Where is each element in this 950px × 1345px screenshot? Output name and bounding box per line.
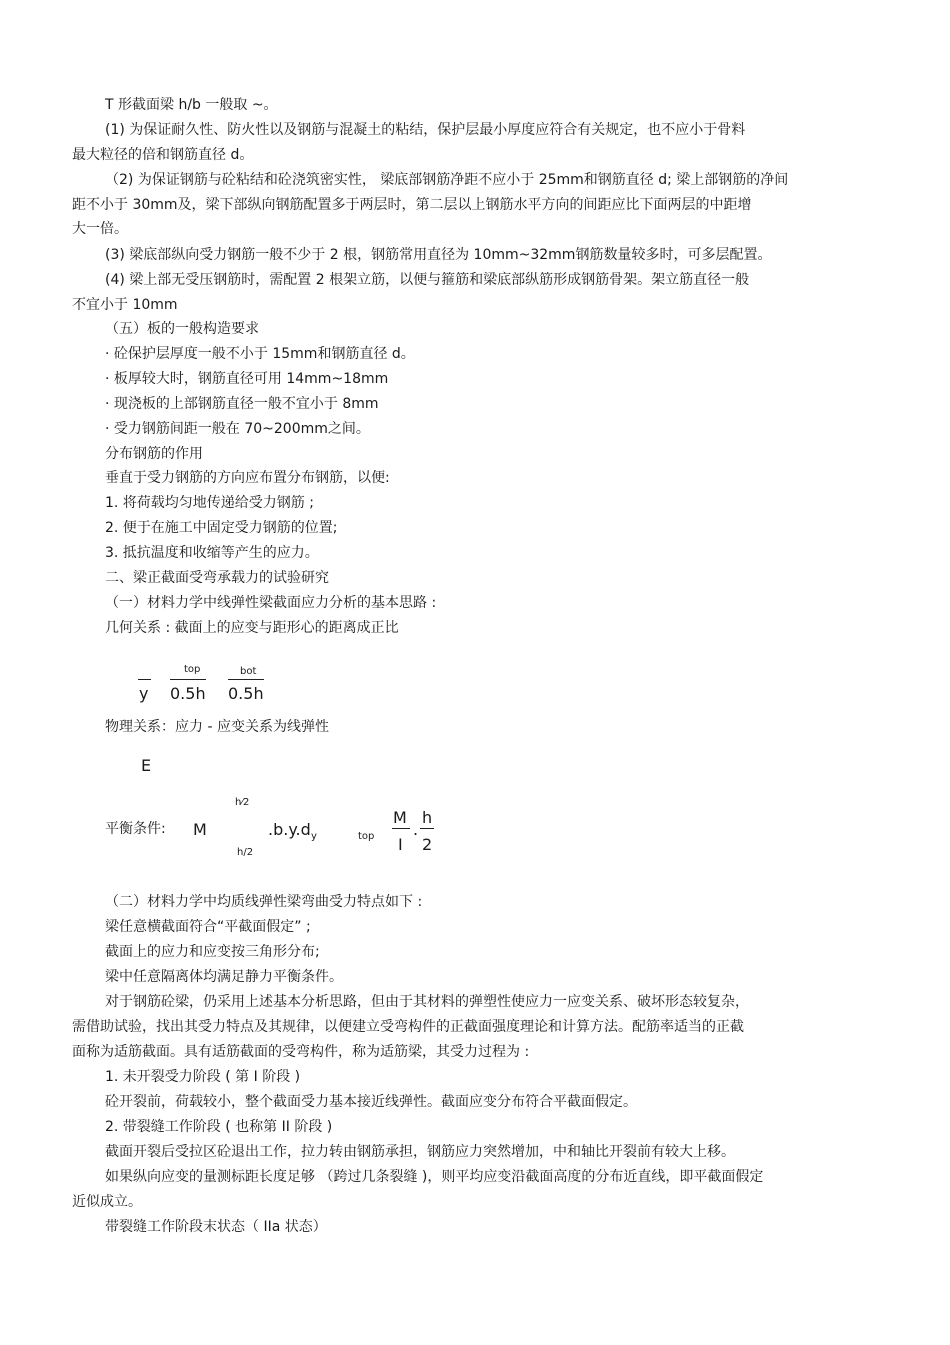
eq-moment: M (193, 820, 207, 839)
eq-lower-limit: h/2 (237, 847, 254, 858)
eq-denominator: 0.5h (228, 684, 264, 703)
bullet-item: · 受力钢筋间距一般在 70~200mm之间。 (105, 421, 370, 437)
eq-frac-num: M (393, 808, 407, 827)
text-line: 砼开裂前，荷载较小，整个截面受力基本接近线弹性。截面应变分布符合平截面假定。 (105, 1094, 637, 1110)
fraction-bar (392, 828, 410, 829)
fraction-bar (420, 828, 434, 829)
text-line: 距不小于 30mm及，梁下部纵向钢筋配置多于两层时，第二层以上钢筋水平方向的间距应比下面两层的中距增 (72, 197, 752, 213)
list-item: 2. 带裂缝工作阶段 ( 也称第 II 阶段 ) (105, 1119, 333, 1135)
list-item: 1. 将荷载均匀地传递给受力钢筋 ; (105, 495, 314, 511)
text-line: 近似成立。 (72, 1194, 142, 1210)
section-heading: （五）板的一般构造要求 (105, 321, 259, 337)
bullet-item: · 砼保护层厚度一般不小于 15mm和钢筋直径 d。 (105, 346, 415, 362)
text-line: 带裂缝工作阶段末状态（ IIa 状态） (105, 1219, 327, 1235)
text-line: 截面上的应力和应变按三角形分布; (105, 944, 320, 960)
fraction-bar (228, 679, 264, 680)
eq-frac-num: h (422, 808, 433, 827)
list-item: 3. 抵抗温度和收缩等产生的应力。 (105, 545, 319, 561)
text-line: T 形截面梁 h/b 一般取 ~。 (105, 97, 278, 113)
eq-y: y (139, 684, 149, 703)
eq-denominator: 0.5h (170, 684, 206, 703)
eq-dot: . (413, 820, 419, 839)
eq-upper-limit: h⁄2 (235, 797, 250, 808)
text-line: 物理关系：应力 - 应变关系为线弹性 (105, 719, 329, 735)
eq-integrand: .b.y.d (268, 820, 311, 839)
text-line: 截面开裂后受拉区砼退出工作，拉力转由钢筋承担，钢筋应力突然增加，中和轴比开裂前有较大上移。 (105, 1144, 735, 1160)
subsection-heading: （一）材料力学中线弹性梁截面应力分析的基本思路 : (105, 595, 437, 611)
fraction-bar (138, 679, 151, 680)
list-item: 1. 未开裂受力阶段 ( 第 I 阶段 ) (105, 1069, 301, 1085)
eq-bot-label: bot (240, 666, 257, 677)
eq-subscript: y (311, 831, 317, 842)
text-line: (4) 梁上部无受压钢筋时，需配置 2 根架立筋，以便与箍筋和梁底部纵筋形成钢筋骨架。架立筋直径一般 (105, 272, 750, 288)
text-line: (3) 梁底部纵向受力钢筋一般不少于 2 根，钢筋常用直径为 10mm~32mm钢筋数量较多时，可多层配置。 (105, 247, 772, 263)
text-line: 不宜小于 10mm (72, 297, 178, 313)
text-line: （2) 为保证钢筋与砼粘结和砼浇筑密实性， 梁底部钢筋净距不应小于 25mm和钢筋直径 d; 梁上部钢筋的净间 (105, 172, 789, 188)
list-item: 2. 便于在施工中固定受力钢筋的位置; (105, 520, 338, 536)
text-line: 需借助试验，找出其受力特点及其规律，以便建立受弯构件的正截面强度理论和计算方法。配筋率适当的正截 (72, 1019, 744, 1035)
fraction-bar (170, 679, 206, 680)
text-line: 最大粒径的倍和钢筋直径 d。 (72, 147, 254, 163)
eq-frac-den: 2 (422, 835, 433, 854)
text-line: 梁中任意隔离体均满足静力平衡条件。 (105, 969, 343, 985)
eq-frac-den: I (398, 835, 403, 854)
text-line: 对于钢筋砼梁，仍采用上述基本分析思路，但由于其材料的弹塑性使应力一应变关系、破坏形态较复杂， (105, 994, 749, 1010)
text-line: 平衡条件: (105, 821, 166, 837)
equation-physical: E (141, 756, 152, 775)
eq-top-label: top (358, 831, 375, 842)
bullet-item: · 现浇板的上部钢筋直径一般不宜小于 8mm (105, 396, 379, 412)
eq-top-label: top (184, 664, 201, 675)
text-line: 分布钢筋的作用 (105, 446, 203, 462)
bullet-item: · 板厚较大时，钢筋直径可用 14mm~18mm (105, 371, 389, 387)
text-line: 几何关系 : 截面上的应变与距形心的距离成正比 (105, 620, 399, 636)
text-line: 大一倍。 (72, 221, 128, 237)
text-line: (1) 为保证耐久性、防火性以及钢筋与混凝土的粘结，保护层最小厚度应符合有关规定，也不应小于骨料 (105, 122, 746, 138)
text-line: 面称为适筋截面。具有适筋截面的受弯构件，称为适筋梁，其受力过程为 : (72, 1044, 530, 1060)
text-line: 垂直于受力钢筋的方向应布置分布钢筋，以便: (105, 470, 390, 486)
section-heading: 二、梁正截面受弯承载力的试验研究 (105, 570, 329, 586)
subsection-heading: （二）材料力学中均质线弹性梁弯曲受力特点如下 : (105, 894, 423, 910)
text-line: 如果纵向应变的量测标距长度足够 （跨过几条裂缝 )，则平均应变沿截面高度的分布近直线，即平截面假定 (105, 1169, 764, 1185)
text-line: 梁任意横截面符合“平截面假定” ; (105, 919, 311, 935)
